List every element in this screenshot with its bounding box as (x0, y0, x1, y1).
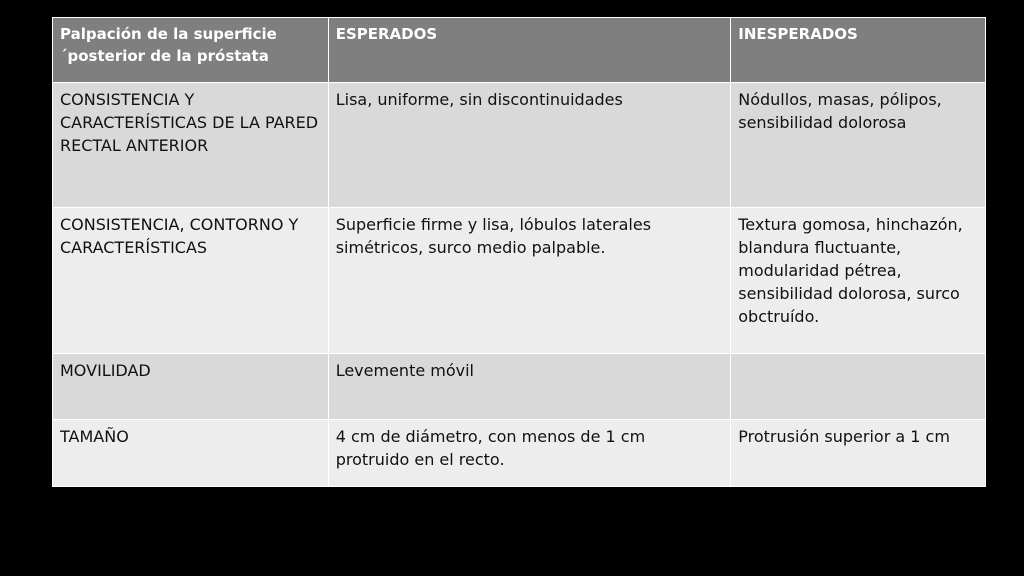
unexpected-cell: Protrusión superior a 1 cm (731, 420, 986, 487)
header-cell-esperados: ESPERADOS (328, 18, 731, 83)
row-label-cell: MOVILIDAD (53, 354, 329, 420)
expected-cell: Levemente móvil (328, 354, 731, 420)
table-row (53, 420, 986, 487)
header-cell-inesperados: INESPERADOS (731, 18, 986, 83)
header-cell-palpacion: Palpación de la superficie ´posterior de la próstata (53, 18, 329, 83)
unexpected-cell: Nódullos, masas, pólipos, sensibilidad dolorosa (731, 83, 986, 208)
expected-cell: 4 cm de diámetro, con menos de 1 cm protruido en el recto. (328, 420, 731, 487)
table-row (53, 83, 986, 208)
row-label-cell: CONSISTENCIA, CONTORNO Y CARACTERÍSTICAS (53, 208, 329, 354)
expected-cell: Superficie firme y lisa, lóbulos laterales simétricos, surco medio palpable. (328, 208, 731, 354)
table-row (53, 208, 986, 354)
row-label-cell: TAMAÑO (53, 420, 329, 487)
table-header-row (53, 18, 986, 83)
prostate-palpation-table (52, 17, 986, 487)
row-label-cell: CONSISTENCIA Y CARACTERÍSTICAS DE LA PARED RECTAL ANTERIOR (53, 83, 329, 208)
unexpected-cell (731, 354, 986, 420)
table-row (53, 354, 986, 420)
unexpected-cell: Textura gomosa, hinchazón, blandura fluctuante, modularidad pétrea, sensibilidad dolorosa, surco obctruído. (731, 208, 986, 354)
expected-cell: Lisa, uniforme, sin discontinuidades (328, 83, 731, 208)
